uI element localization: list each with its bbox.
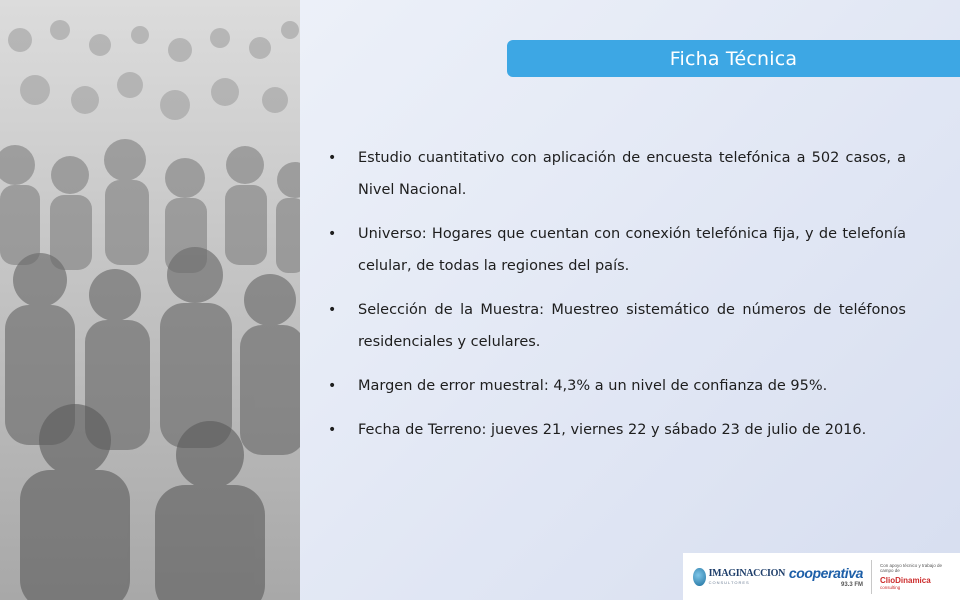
- bullet-text: Universo: Hogares que cuentan con conexión telefónica fija, y de telefonía celular, de todas la regiones del país.: [358, 226, 906, 274]
- logo-divider: [871, 560, 872, 594]
- cooperativa-logo: [785, 566, 863, 588]
- bullet-text: Margen de error muestral: 4,3% a un nivel de confianza de 95%.: [358, 378, 828, 394]
- bullet-list: [312, 142, 906, 458]
- list-item: [312, 414, 906, 446]
- cliodinamica-logo: [880, 563, 952, 591]
- cliodinamica-note: Con apoyo técnico y trabajo de campo de: [880, 562, 943, 574]
- title-bar: [507, 40, 960, 77]
- bullet-text: Selección de la Muestra: Muestreo sistemático de números de teléfonos residenciales y celulares.: [358, 302, 906, 350]
- bullet-icon: •: [328, 150, 337, 166]
- bullet-text: Fecha de Terreno: jueves 21, viernes 22 y sábado 23 de julio de 2016.: [358, 422, 867, 438]
- list-item: [312, 142, 906, 206]
- list-item: [312, 370, 906, 402]
- list-item: [312, 294, 906, 358]
- bullet-icon: •: [328, 226, 337, 242]
- page-title: Ficha Técnica: [669, 47, 798, 70]
- sponsor-logos: [683, 553, 960, 600]
- imaginaccion-name: IMAGINACCION: [708, 567, 785, 579]
- cliodinamica-sub: consulting: [880, 584, 901, 590]
- bullet-icon: •: [328, 378, 337, 394]
- cliodinamica-name: ClioDinamica: [880, 575, 931, 585]
- globe-icon: [693, 568, 706, 586]
- crowd-illustration: [0, 0, 300, 600]
- bullet-icon: •: [328, 302, 337, 318]
- cooperativa-frequency: 93.3 FM: [840, 581, 863, 588]
- crowd-photo: [0, 0, 300, 600]
- bullet-text: Estudio cuantitativo con aplicación de encuesta telefónica a 502 casos, a Nivel Nacional.: [358, 150, 906, 198]
- bullet-icon: •: [328, 422, 337, 438]
- imaginaccion-sub: CONSULTORES: [708, 579, 750, 585]
- imaginaccion-logo: [693, 568, 785, 586]
- cooperativa-name: cooperativa: [788, 564, 863, 581]
- list-item: [312, 218, 906, 282]
